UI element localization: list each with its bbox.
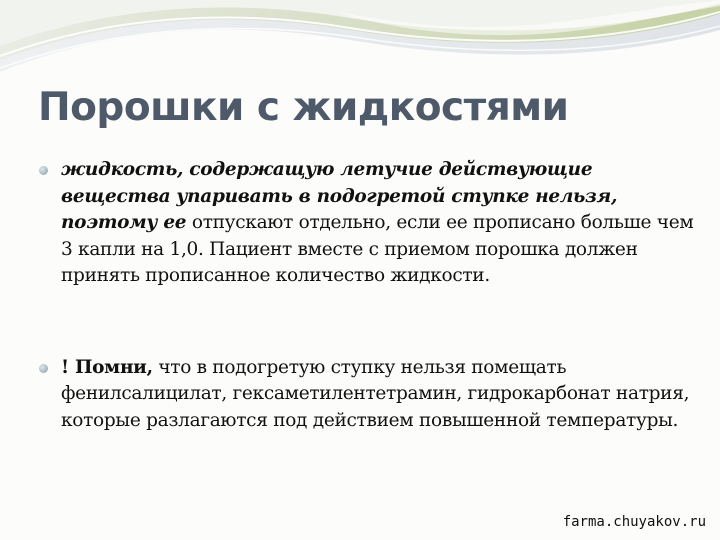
emphasized-text: жидкость, содержащую летучие действующие вещества упаривать в подогретой ступке нельзя, поэтому ее	[61, 159, 618, 233]
body-text: отпускают отдельно, если ее прописано больше чем 3 капли на 1,0. Пациент вместе с приемом порошка должен принять прописанное количество жидкости.	[61, 212, 694, 286]
slide-title: Порошки с жидкостями	[38, 85, 569, 130]
bullet-icon	[39, 166, 48, 175]
source-url: farma.chuyakov.ru	[562, 514, 706, 530]
bullet-paragraph-2	[38, 355, 698, 435]
bullet-icon	[39, 364, 48, 373]
bullet-list	[38, 157, 698, 434]
bullet-paragraph-1	[38, 157, 698, 290]
body-text: что в подогретую ступку нельзя помещать фенилсалицилат, гексаметилентетрамин, гидрокарбонат натрия, которые разлагаются под действием повышенной температуры.	[61, 356, 690, 431]
emphasized-text: ! Помни,	[61, 356, 153, 378]
